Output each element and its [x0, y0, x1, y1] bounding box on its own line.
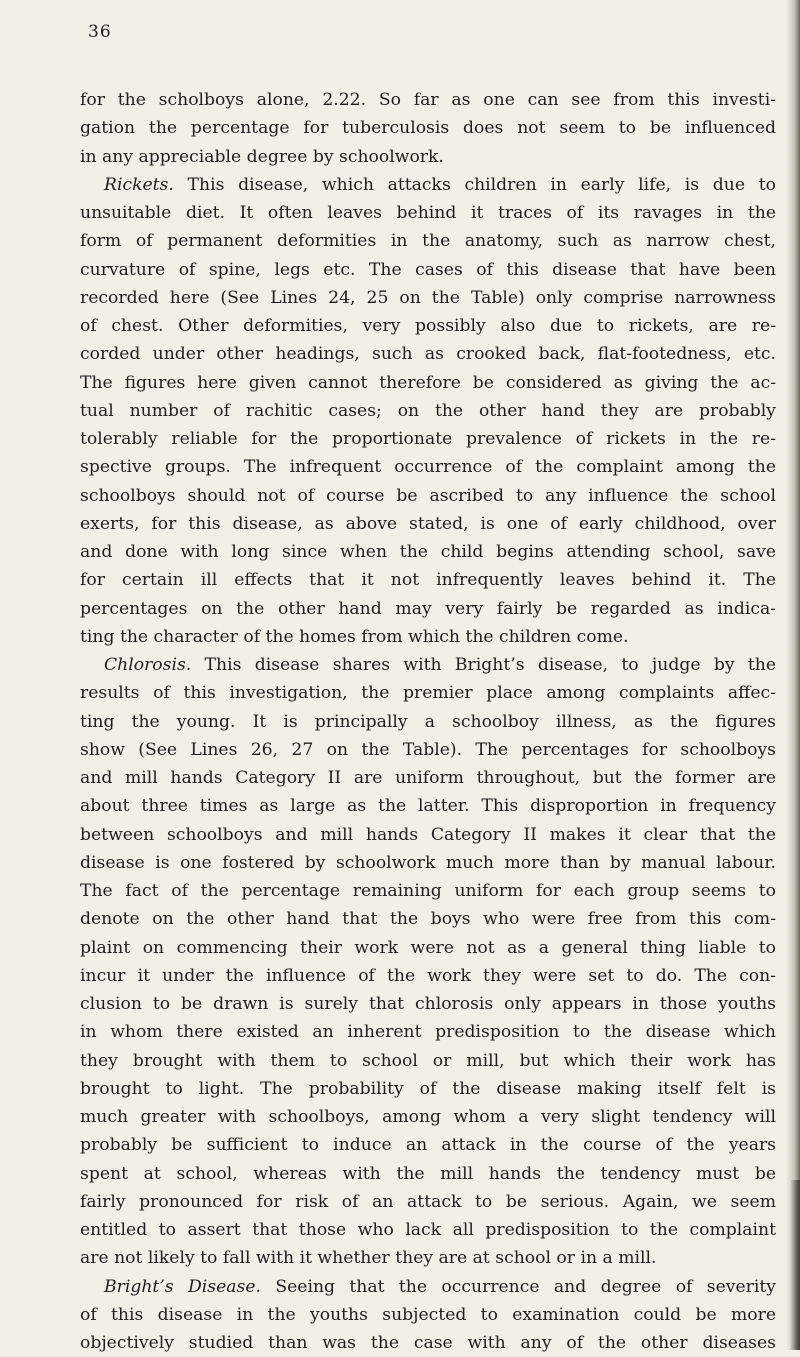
- text-line: tolerably reliable for the proportionate prevalence of rickets in the re-: [80, 429, 776, 449]
- text-line-rickets: [80, 171, 776, 199]
- text-line: spent at school, whereas with the mill hands the tendency must be: [80, 1163, 776, 1184]
- text-line: about three times as large as the latter. This disproportion in frequency: [80, 796, 776, 817]
- text-line: between schoolboys and mill hands Category II makes it clear that the: [80, 824, 776, 845]
- text-line: for certain ill effects that it not infrequently leaves behind it. The: [80, 570, 776, 591]
- text-line: probably be sufficient to induce an attack in the course of the years: [80, 1135, 776, 1156]
- text-line: of chest. Other deformities, very possibly also due to rickets, are re-: [80, 316, 776, 336]
- text-line: fairly pronounced for risk of an attack to be serious. Again, we seem: [80, 1191, 776, 1212]
- text-line: schoolboys should not of course be ascribed to any influence the school: [80, 485, 776, 506]
- text-line: form of permanent deformities in the anatomy, such as narrow chest,: [80, 231, 776, 252]
- text-line: results of this investigation, the premier place among complaints affec-: [80, 683, 776, 704]
- text-line: recorded here (See Lines 24, 25 on the Table) only comprise narrowness: [80, 287, 776, 308]
- text-line: for the scholboys alone, 2.22. So far as one can see from this investi-: [80, 90, 776, 110]
- text-line: entitled to assert that those who lack all predisposition to the complaint: [80, 1220, 776, 1240]
- text-line: of this disease in the youths subjected to examination could be more: [80, 1304, 776, 1325]
- text-line: percentages on the other hand may very fairly be regarded as indica-: [80, 598, 776, 619]
- text-line: are not likely to fall with it whether they are at school or in a mill.: [80, 1248, 657, 1269]
- text-line-brights: [80, 1273, 776, 1301]
- text-line: exerts, for this disease, as above stated, is one of early childhood, over: [80, 513, 776, 534]
- text-line: corded under other headings, such as crooked back, flat-footedness, etc.: [80, 344, 776, 365]
- text-line: and mill hands Category II are uniform throughout, but the former are: [80, 768, 776, 788]
- text-line-rest: Seeing that the occurrence and degree of severity: [260, 1276, 776, 1297]
- text-line: disease is one fostered by schoolwork much more than by manual labour.: [80, 852, 776, 873]
- text-line: objectively studied than was the case with any of the other diseases: [80, 1333, 776, 1353]
- section-heading-rickets: Rickets.: [104, 174, 174, 195]
- text-line: incur it under the influence of the work they were set to do. The con-: [80, 965, 776, 986]
- text-line: curvature of spine, legs etc. The cases of this disease that have been: [80, 259, 776, 280]
- text-line: in whom there existed an inherent predisposition to the disease which: [80, 1022, 776, 1043]
- section-heading-brights: Bright’s Disease.: [104, 1276, 261, 1297]
- page-edge-shadow: [786, 0, 800, 1350]
- text-line: spective groups. The infrequent occurrence of the complaint among the: [80, 457, 776, 478]
- text-line: plaint on commencing their work were not as a general thing liable to: [80, 937, 776, 958]
- text-line: ting the character of the homes from which the children come.: [80, 626, 629, 647]
- text-line: much greater with schoolboys, among whom a very slight tendency will: [80, 1107, 776, 1127]
- text-line: show (See Lines 26, 27 on the Table). The percentages for schoolboys: [80, 739, 776, 760]
- text-line: denote on the other hand that the boys who were free from this com-: [80, 909, 776, 930]
- text-line: tual number of rachitic cases; on the other hand they are probably: [80, 400, 776, 421]
- text-line: clusion to be drawn is surely that chlorosis only appears in those youths: [80, 994, 776, 1014]
- text-line: in any appreciable degree by schoolwork.: [80, 146, 444, 167]
- text-line: brought to light. The probability of the disease making itself felt is: [80, 1078, 776, 1099]
- body-text: [80, 86, 776, 1357]
- page-number: 36: [88, 22, 112, 42]
- text-line-chlorosis: [80, 651, 776, 679]
- text-line: The fact of the percentage remaining uniform for each group seems to: [80, 881, 776, 901]
- text-line-rest: This disease, which attacks children in early life, is due to: [173, 174, 776, 195]
- text-line: unsuitable diet. It often leaves behind it traces of its ravages in the: [80, 203, 776, 223]
- text-line: gation the percentage for tuberculosis does not seem to be influenced: [80, 118, 776, 139]
- page-edge-shadow-bottom: [790, 1180, 800, 1350]
- text-line: they brought with them to school or mill, but which their work has: [80, 1050, 776, 1071]
- text-line: The figures here given cannot therefore be considered as giving the ac-: [80, 372, 776, 393]
- text-line: and done with long since when the child begins attending school, save: [80, 542, 776, 562]
- text-line: ting the young. It is principally a schoolboy illness, as the figures: [80, 711, 776, 732]
- section-heading-chlorosis: Chlorosis.: [104, 655, 192, 675]
- text-line-rest: This disease shares with Bright’s disease, to judge by the: [191, 655, 776, 675]
